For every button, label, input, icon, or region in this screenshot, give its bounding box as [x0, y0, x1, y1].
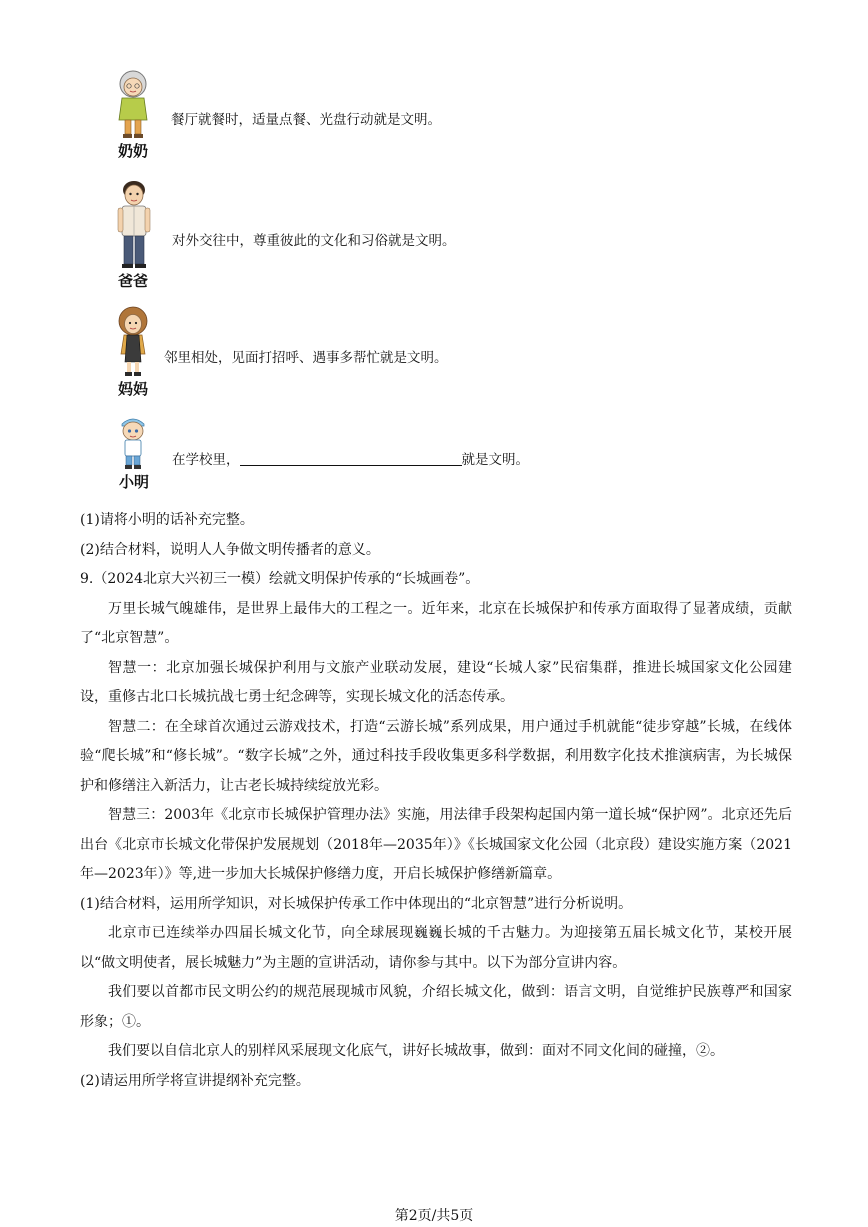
q9-paragraph: 智慧三：2003年《北京市长城保护管理办法》实施，用法律手段架构起国内第一道长城“保护网”。北京还先后出台《北京市长城文化带保护发展规划（2018年—2035年）》《长城国家文化公园（北京段）建设实施方案（2021年—2023年）》等,进一步加大长城保护修缮力度，开启长城保护修缮新篇章。 [80, 807, 792, 882]
character-name-xiaoming: 小明 [119, 473, 150, 491]
q9-sub-question-2: (2)请运用所学将宣讲提纲补充完整。 [80, 1072, 310, 1089]
mom-figure [112, 306, 154, 378]
q9-paragraph: 智慧二：在全球首次通过云游戏技术，打造“云游长城”系列成果，用户通过手机就能“徒步穿越”长城，在线体验“爬长城”和“修长城”。“数字长城”之外，通过科技手段收集更多科学数据，利用数字化技术推演病害，为长城保护和修缮注入新活力，让古老长城持续绽放光彩。 [80, 718, 792, 794]
question-8-sub-1: (1)请将小明的话补充完整。 [80, 512, 254, 528]
question-9-title: 9.（2024北京大兴初三一模）绘就文明保护传承的“长城画卷”。 [80, 571, 480, 587]
question-9 [80, 565, 792, 1096]
q9-paragraph: 万里长城气魄雄伟，是世界上最伟大的工程之一。近年来，北京在长城保护和传承方面取得了显著成绩，贡献了“北京智慧”。 [80, 600, 792, 646]
q9-paragraph: 我们要以首都市民文明公约的规范展现城市风貌，介绍长城文化，做到：语言文明，自觉维护民族尊严和国家形象；①。 [80, 984, 792, 1030]
character-name-mom: 妈妈 [118, 380, 149, 398]
character-quote-grandma: 餐厅就餐时，适量点餐、光盘行动就是文明。 [171, 112, 441, 128]
q9-paragraph: 我们要以自信北京人的别样风采展现文化底气，讲好长城故事，做到：面对不同文化间的碰撞，②。 [108, 1043, 724, 1059]
q9-paragraph: 北京市已连续举办四届长城文化节，向全球展现巍巍长城的千古魅力。为迎接第五届长城文化节，某校开展以“做文明使者，展长城魅力”为主题的宣讲活动，请你参与其中。以下为部分宣讲内容。 [80, 925, 792, 971]
page-footer: 第2页/共5页 [394, 1208, 474, 1224]
character-quote-dad: 对外交往中，尊重彼此的文化和习俗就是文明。 [172, 233, 456, 249]
question-8-subs [80, 506, 792, 565]
dad-figure [116, 178, 152, 270]
q9-paragraph: 智慧一：北京加强长城保护利用与文旅产业联动发展，建设“长城人家”民宿集群，推进长城国家文化公园建设，重修古北口长城抗战七勇士纪念碑等，实现长城文化的活态传承。 [80, 659, 792, 705]
character-quote-xiaoming [172, 448, 529, 468]
q9-sub-question-1: (1)结合材料，运用所学知识，对长城保护传承工作中体现出的“北京智慧”进行分析说明。 [80, 895, 633, 912]
grandma-figure [112, 68, 154, 140]
fill-in-blank [240, 453, 462, 466]
xiaoming-figure [117, 414, 149, 472]
xiaoming-quote-after: 就是文明。 [461, 452, 529, 468]
question-8-sub-2: (2)结合材料，说明人人争做文明传播者的意义。 [80, 541, 380, 558]
xiaoming-quote-before: 在学校里， [172, 452, 240, 468]
character-name-dad: 爸爸 [118, 272, 149, 290]
character-name-grandma: 奶奶 [118, 142, 149, 160]
character-quote-mom: 邻里相处，见面打招呼、遇事多帮忙就是文明。 [164, 350, 448, 366]
